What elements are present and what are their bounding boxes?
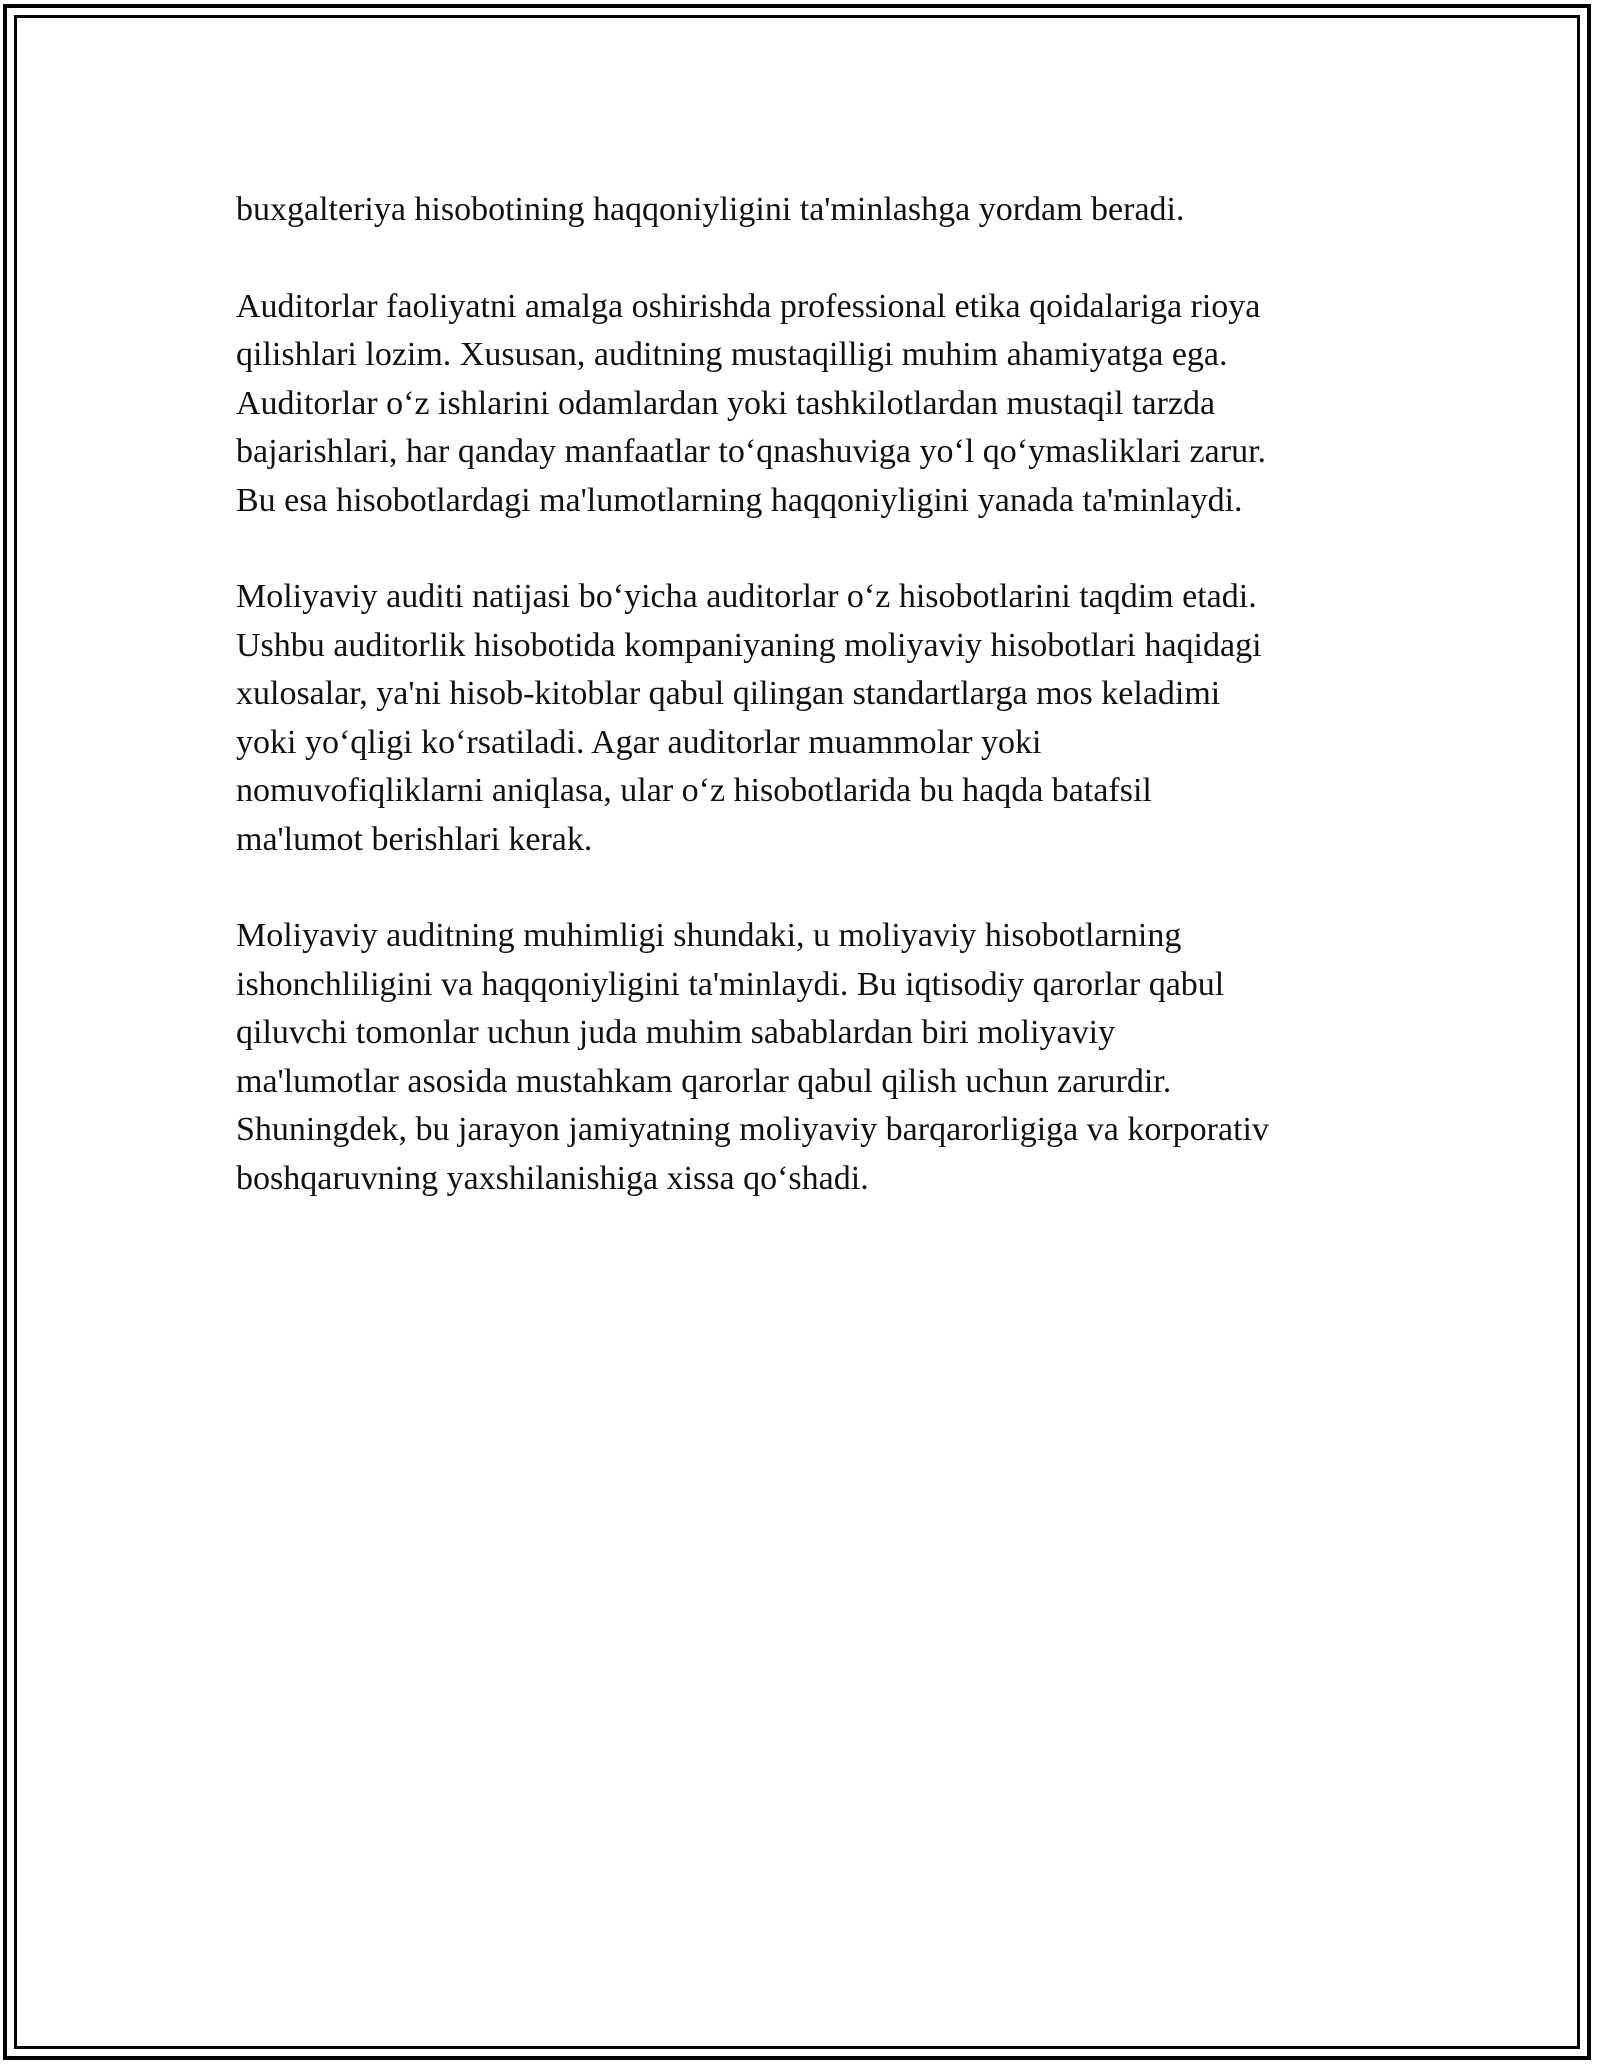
- paragraph-1: [236, 186, 1366, 235]
- text-line: Moliyaviy auditning muhimligi shundaki, u moliyaviy hisobotlarning: [236, 917, 1182, 954]
- text-line: ishonchliligini va haqqoniyligini ta'minlaydi. Bu iqtisodiy qarorlar qabul: [236, 965, 1225, 1003]
- text-line: qiluvchi tomonlar uchun juda muhim sabablardan biri moliyaviy: [236, 1014, 1116, 1051]
- text-line: ma'lumot berishlari kerak.: [236, 820, 593, 858]
- text-line: Auditorlar o‘z ishlarini odamlardan yoki tashkilotlardan mustaqil tarzda: [236, 384, 1216, 422]
- text-line: Shuningdek, bu jarayon jamiyatning moliyaviy barqarorligiga va korporativ: [236, 1111, 1269, 1148]
- paragraph-2: [236, 283, 1366, 526]
- text-line: Moliyaviy auditi natijasi bo‘yicha auditorlar o‘z hisobotlarini taqdim etadi.: [236, 578, 1257, 615]
- document-body: [236, 186, 1366, 1251]
- paragraph-4: [236, 912, 1366, 1203]
- text-line: Bu esa hisobotlardagi ma'lumotlarning haqqoniyligini yanada ta'minlaydi.: [236, 481, 1243, 519]
- text-line: Auditorlar faoliyatni amalga oshirishda professional etika qoidalariga rioya: [236, 287, 1261, 325]
- text-line: Ushbu auditorlik hisobotida kompaniyaning moliyaviy hisobotlari haqidagi: [236, 626, 1262, 664]
- text-line: boshqaruvning yaxshilanishiga xissa qo‘shadi.: [236, 1159, 869, 1197]
- text-line: bajarishlari, har qanday manfaatlar to‘qnashuviga yo‘l qo‘ymasliklari zarur.: [236, 433, 1267, 470]
- text-line: buxgalteriya hisobotining haqqoniyligini ta'minlashga yordam beradi.: [236, 191, 1185, 228]
- text-line: ma'lumotlar asosida mustahkam qarorlar qabul qilish uchun zarurdir.: [236, 1062, 1172, 1100]
- paragraph-3: [236, 573, 1366, 864]
- text-line: nomuvofiqliklarni aniqlasa, ular o‘z hisobotlarida bu haqda batafsil: [236, 772, 1152, 809]
- text-line: qilishlari lozim. Xususan, auditning mustaqilligi muhim ahamiyatga ega.: [236, 336, 1228, 373]
- text-line: xulosalar, ya'ni hisob-kitoblar qabul qilingan standartlarga mos keladimi: [236, 675, 1221, 712]
- text-line: yoki yo‘qligi ko‘rsatiladi. Agar auditorlar muammolar yoki: [236, 723, 1042, 761]
